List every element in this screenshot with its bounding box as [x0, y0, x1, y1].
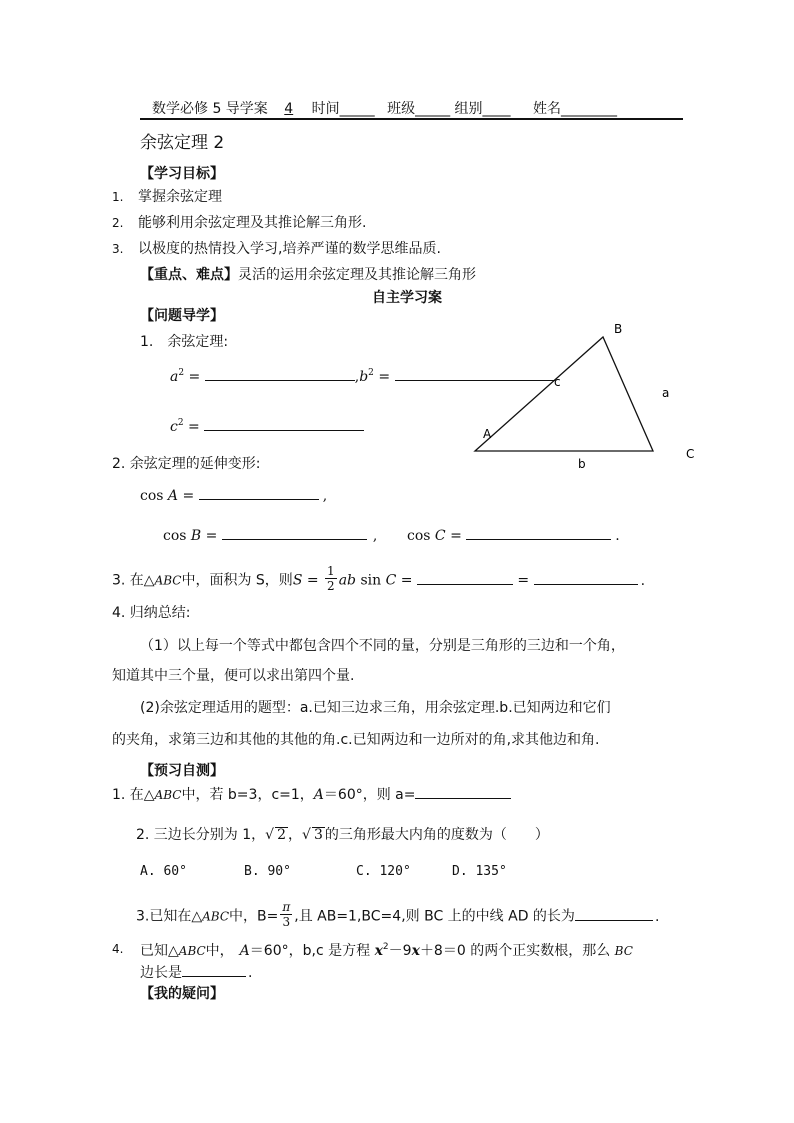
sup-2: 2 [178, 368, 185, 378]
preview-q4-line2 [140, 962, 252, 982]
p1-abc: ABC [154, 788, 182, 802]
p3-rest: ,且 AB=1,BC=4,则 BC 上的中线 AD 的长为 [294, 908, 575, 925]
eq-sign: = [183, 419, 205, 435]
period: . [654, 908, 660, 925]
header-group-label: 组别 [454, 101, 483, 117]
p4-rest1: ＝60°，b,c 是方程 [249, 943, 371, 959]
q4-p1-line2: 知道其中三个量，便可以求出第四个量. [112, 668, 355, 684]
cos: cos [163, 528, 187, 544]
side-label-b: b [578, 457, 586, 471]
blank-q3-1 [417, 570, 513, 585]
p4-x: x [374, 943, 383, 959]
blank-p3 [575, 906, 653, 921]
blank-cosC [466, 525, 611, 540]
q3-mid: 中，面积为 S，则 [181, 572, 293, 589]
option-d: D. 135° [452, 864, 507, 879]
preview-q4 [140, 940, 633, 960]
eq-sign: = [302, 572, 324, 589]
section-title: 自主学习案 [372, 290, 442, 306]
eq-sign: = [184, 369, 205, 385]
cos: cos [140, 488, 164, 504]
header-time-label: 时间 [311, 101, 340, 117]
triangle-shape [475, 337, 653, 451]
header-line [152, 98, 617, 118]
header-name-blank: ________ [561, 101, 617, 117]
vertex-label-B: B [614, 322, 623, 336]
q4-p1-line1: （1）以上每一个等式中都包含四个不同的量，分别是三角形的三边和一个角， [140, 638, 625, 654]
p4-A: A [239, 943, 250, 959]
header-course: 数学必修 5 导学案 [152, 101, 268, 117]
eq-sign: = [396, 572, 417, 589]
option-b: B. 90° [244, 864, 291, 879]
preview-q2 [136, 824, 549, 844]
vertex-label-A: A [483, 427, 492, 441]
preview-heading: 【预习自测】 [140, 763, 224, 779]
q4-p2-line1: (2)余弦定理适用的题型：a.已知三边求三角，用余弦定理.b.已知两边和它们 [140, 700, 611, 716]
guide-q1-label: 1. 余弦定理: [140, 334, 229, 350]
vertex-label-C: C [686, 447, 695, 461]
q3-sin: sin [360, 572, 382, 589]
cosA-line [140, 485, 327, 504]
preview-q3 [136, 902, 659, 931]
preview-q1 [112, 784, 511, 804]
p4-rest2: ＋8＝0 的两个正实数根，那么 [419, 943, 611, 959]
goal-item-1 [112, 186, 222, 206]
keypoints-heading: 【重点、难点】 [140, 267, 238, 283]
sup-2: 2 [177, 418, 184, 428]
questions-heading: 【我的疑问】 [140, 986, 224, 1002]
blank-cosA [199, 485, 319, 500]
goal-num: 2. [112, 216, 124, 230]
var-a: a [170, 369, 179, 385]
p4-abc: ABC [178, 944, 206, 958]
period: . [640, 572, 646, 589]
comma: , [322, 488, 328, 504]
blank-cosB [222, 525, 367, 540]
period: . [615, 528, 620, 544]
var-B: B [190, 528, 202, 544]
q3-ab: ab [338, 572, 356, 589]
guide-q2-label: 2. 余弦定理的延伸变形: [112, 456, 261, 472]
p3-mid: 中，B= [229, 908, 279, 925]
keypoints-text: 灵活的运用余弦定理及其推论解三角形 [238, 267, 476, 283]
p1-rest: ＝60°，则 a= [323, 787, 416, 803]
frac-den: 3 [282, 915, 291, 929]
p4-period: . [248, 965, 253, 981]
q3-C: C [385, 572, 397, 589]
eq-sign: = [512, 572, 534, 589]
eq-sign: = [445, 528, 467, 544]
p4-line2: 边长是 [140, 965, 182, 981]
goal-item-3 [112, 238, 441, 258]
preview-options [140, 864, 507, 879]
sqrt-3: 3 [313, 827, 323, 843]
sup-2: 2 [368, 368, 374, 378]
eq-sign: = [178, 488, 199, 504]
blank-a2 [205, 366, 355, 381]
guide-heading: 【问题导学】 [140, 308, 224, 324]
header-number: 4 [284, 101, 294, 117]
eq-sign: = [373, 369, 395, 385]
p4-sup: 2 [382, 942, 389, 952]
sqrt-sign: √ [302, 827, 311, 843]
triangle-figure [470, 320, 710, 480]
p1-A: A [313, 787, 324, 803]
p3-abc: ABC [202, 909, 230, 924]
p2-text2: 的三角形最大内角的度数为（ ） [324, 827, 549, 843]
keypoints-line [140, 264, 476, 284]
blank-p1 [415, 784, 511, 799]
var-b: b [359, 369, 369, 385]
header-name-label: 姓名 [533, 101, 561, 117]
blank-q3-2 [534, 570, 638, 585]
goal-text: 掌握余弦定理 [138, 189, 222, 205]
var-C: C [434, 528, 446, 544]
var-A: A [167, 488, 179, 504]
goal-num: 1. [112, 190, 124, 204]
q3-abc: ABC [154, 573, 182, 588]
header-rule [140, 118, 683, 120]
comma: , [354, 369, 360, 385]
var-c: c [170, 419, 178, 435]
fraction-half [325, 564, 337, 593]
p4-eq: －9 [388, 943, 412, 959]
frac-num: 1 [327, 564, 335, 578]
preview-q4-num: 4. [112, 942, 124, 956]
eq-sign: = [201, 528, 222, 544]
sqrt-sign: √ [265, 827, 275, 843]
header-time-blank: _____ [339, 101, 375, 117]
header-class-blank: _____ [415, 101, 451, 117]
sqrt-2: 2 [277, 827, 287, 843]
side-label-a: a [662, 386, 670, 400]
p4-BC: BC [614, 944, 633, 958]
p1-prefix: 1. 在△ [112, 787, 155, 803]
header-group-blank: ____ [482, 101, 511, 117]
page-title: 余弦定理 2 [140, 133, 225, 153]
p2-comma: ， [288, 827, 303, 843]
p1-text: 中，若 b=3，c=1， [181, 787, 314, 803]
header-class-label: 班级 [387, 101, 416, 117]
p3-prefix: 3.已知在△ [136, 908, 203, 925]
q3-prefix: 3. 在△ [112, 572, 155, 589]
p4-x2: x [411, 943, 420, 959]
frac-num: π [282, 900, 291, 914]
goal-num: 3. [112, 242, 124, 256]
blank-c2 [204, 416, 364, 431]
p4-mid: 中， [205, 943, 234, 959]
guide-q3 [112, 566, 645, 595]
q4-p2-line2: 的夹角，求第三边和其他的其他的角.c.已知两边和一边所对的角,求其他边和角. [112, 732, 600, 748]
guide-q4-label: 4. 归纳总结: [112, 605, 191, 621]
blank-p4 [182, 962, 246, 977]
cosC-line [407, 525, 620, 544]
goal-text: 以极度的热情投入学习,培养严谨的数学思维品质. [138, 241, 441, 257]
comma: , [372, 528, 378, 544]
q3-S: S [292, 572, 303, 589]
option-c: C. 120° [356, 864, 411, 879]
cosB-line [163, 525, 377, 544]
p4-prefix: 已知△ [140, 943, 179, 959]
law-c2 [170, 416, 364, 435]
side-label-c: c [554, 375, 561, 389]
frac-den: 2 [327, 579, 335, 593]
goal-text: 能够利用余弦定理及其推论解三角形. [138, 215, 367, 231]
fraction-pi-3 [280, 900, 292, 929]
goal-item-2 [112, 212, 366, 232]
option-a: A. 60° [140, 864, 187, 879]
goals-heading: 【学习目标】 [140, 166, 224, 182]
p2-text1: 2. 三边长分别为 1， [136, 827, 266, 843]
cos: cos [407, 528, 431, 544]
